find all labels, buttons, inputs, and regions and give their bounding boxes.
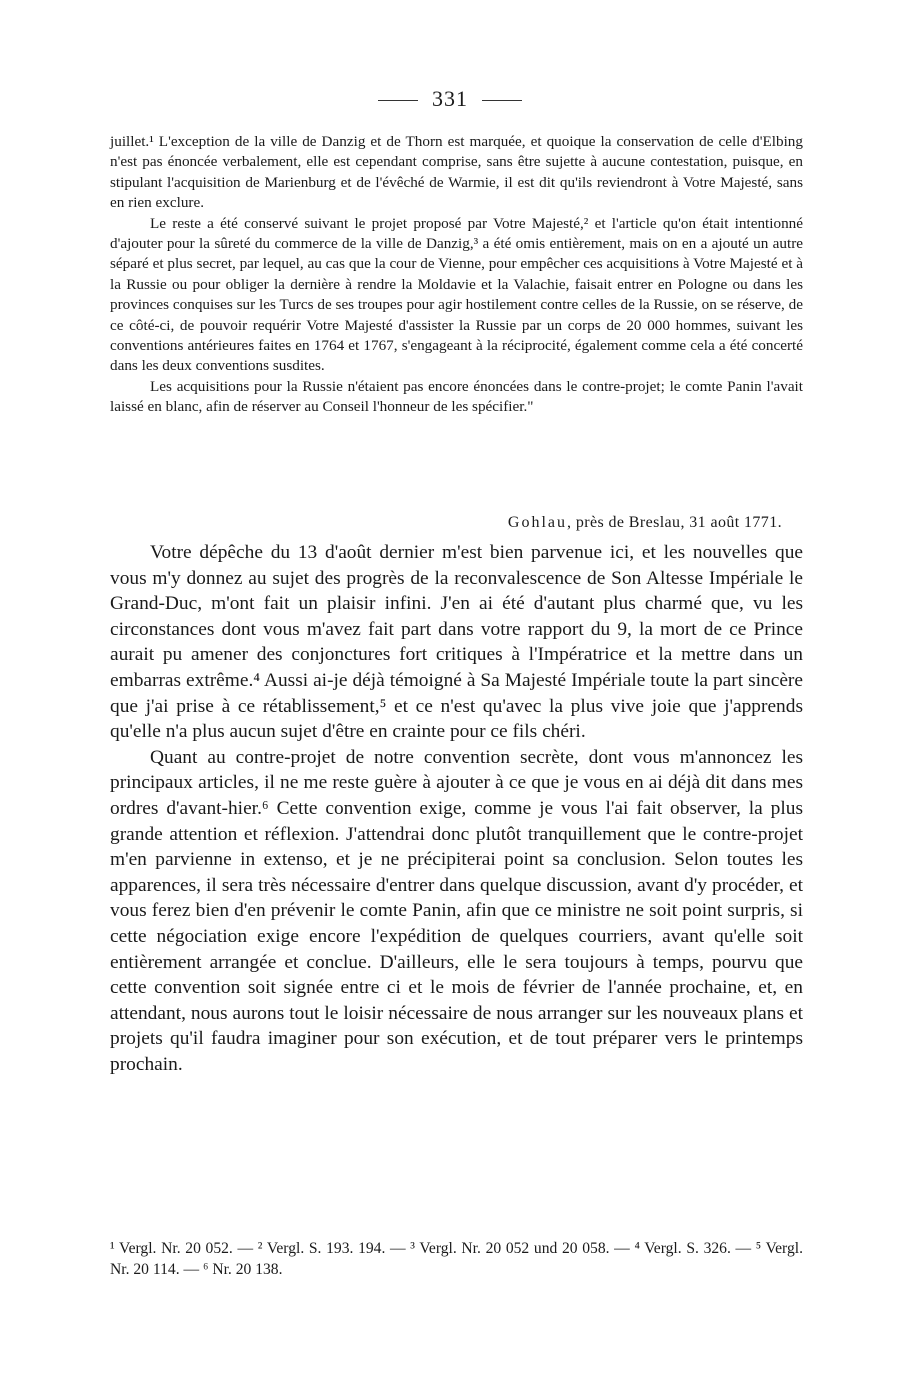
letter-dateline	[508, 514, 782, 532]
report-paragraph-2: Le reste a été conservé suivant le projet proposé par Votre Majesté,² et l'article qu'on était intentionné d'ajouter pour la sûreté du commerce de la ville de Danzig,³ a été omis entièrement, mais on en a ajouté un autre séparé et plus secret, par lequel, au cas que la cour de Vienne, pour empêcher ces acquisitions à Votre Majesté et à la Russie ou pour obliger la dernière à rendre la Moldavie et la Valachie, faisait entrer en Pologne ou dans les provinces conquises sur les Turcs de ses troupes pour agir hostilement contre celles de la Russie, on se réserve, de ce côté-ci, de pouvoir requérir Votre Majesté d'assister la Russie par un corps de 20 000 hommes, suivant les conventions antérieures faites en 1764 et 1767, s'engageant à la réciprocité, également comme cela a été concerté dans les deux conventions susdites.	[110, 214, 803, 375]
letter-body	[110, 540, 803, 1077]
dateline-date: , près de Breslau, 31 août 1771.	[567, 514, 782, 531]
dateline-place: Gohlau	[507, 514, 568, 531]
letter-paragraph-2: Quant au contre-projet de notre convention secrète, dont vous m'annoncez les principaux articles, il ne me reste guère à ajouter à ce que je vous en ai déjà dit dans mes ordres d'avant-hier.⁶ Cette convention exige, comme je vous l'ai fait observer, la plus grande attention et réflexion. J'attendrai donc plutôt tranquillement que le contre-projet m'en parvienne in extenso, et je ne précipiterai point sa conclusion. Selon toutes les apparences, il sera très nécessaire d'entrer dans quelque discussion, avant d'y procéder, et vous ferez bien d'en prévenir le comte Panin, afin que ce ministre ne soit point surpris, si cette négociation exige encore l'expédition de quelques courriers, avant qu'elle soit entièrement arrangée et conclue. D'ailleurs, elle le sera toujours à temps, pourvu que cette convention soit signée entre ci et le mois de février de l'année prochaine, et, en attendant, nous aurons tout le loisir nécessaire de nous arranger sur les nouveaux plans et projets qu'il faudra imaginer pour son exécution, et de tout préparer vers le printemps prochain.	[110, 746, 803, 1075]
report-paragraph-1: juillet.¹ L'exception de la ville de Danzig et de Thorn est marquée, et quoique la conservation de celle d'Elbing n'est pas énoncée verbalement, elle est cependant comprise, sans être sujette à aucune contestation, puisque, en stipulant l'acquisition de Marienburg et de l'évêché de Warmie, il est dit qu'ils reviendront à Votre Majesté, sans en rien exclure.	[110, 133, 803, 212]
footnotes: ¹ Vergl. Nr. 20 052. — ² Vergl. S. 193. 194. — ³ Vergl. Nr. 20 052 und 20 058. — ⁴ Vergl. S. 326. — ⁵ Vergl. Nr. 20 114. — ⁶ Nr. 20 138.	[110, 1240, 803, 1278]
page-header	[0, 86, 900, 112]
header-dash-left	[378, 100, 418, 101]
report-paragraph-3: Les acquisitions pour la Russie n'étaient pas encore énoncées dans le contre-projet; le comte Panin l'avait laissé en blanc, afin de réserver au Conseil l'honneur de les spécifier."	[110, 377, 803, 416]
header-dash-right	[482, 100, 522, 101]
letter-paragraph-1: Votre dépêche du 13 d'août dernier m'est bien parvenue ici, et les nouvelles que vous m'y donnez au sujet des progrès de la reconvalescence de Son Altesse Impériale le Grand-Duc, m'ont fait un plaisir infini. J'en ai été d'autant plus charmé que, vu les circonstances dont vous m'avez fait part dans votre rapport du 9, la mort de ce Prince aurait pu amener des conjonctures fort critiques à l'Impératrice et la mettre dans un embarras extrême.⁴ Aussi ai-je déjà témoigné à Sa Majesté Impériale toute la part sincère que j'ai prise à ce rétablissement,⁵ et ce n'est qu'avec la plus vive joie que j'apprends qu'elle n'a plus aucun sujet d'être en crainte pour ce fils chéri.	[110, 542, 803, 743]
page-number: 331	[432, 86, 468, 111]
report-excerpt	[110, 132, 803, 418]
